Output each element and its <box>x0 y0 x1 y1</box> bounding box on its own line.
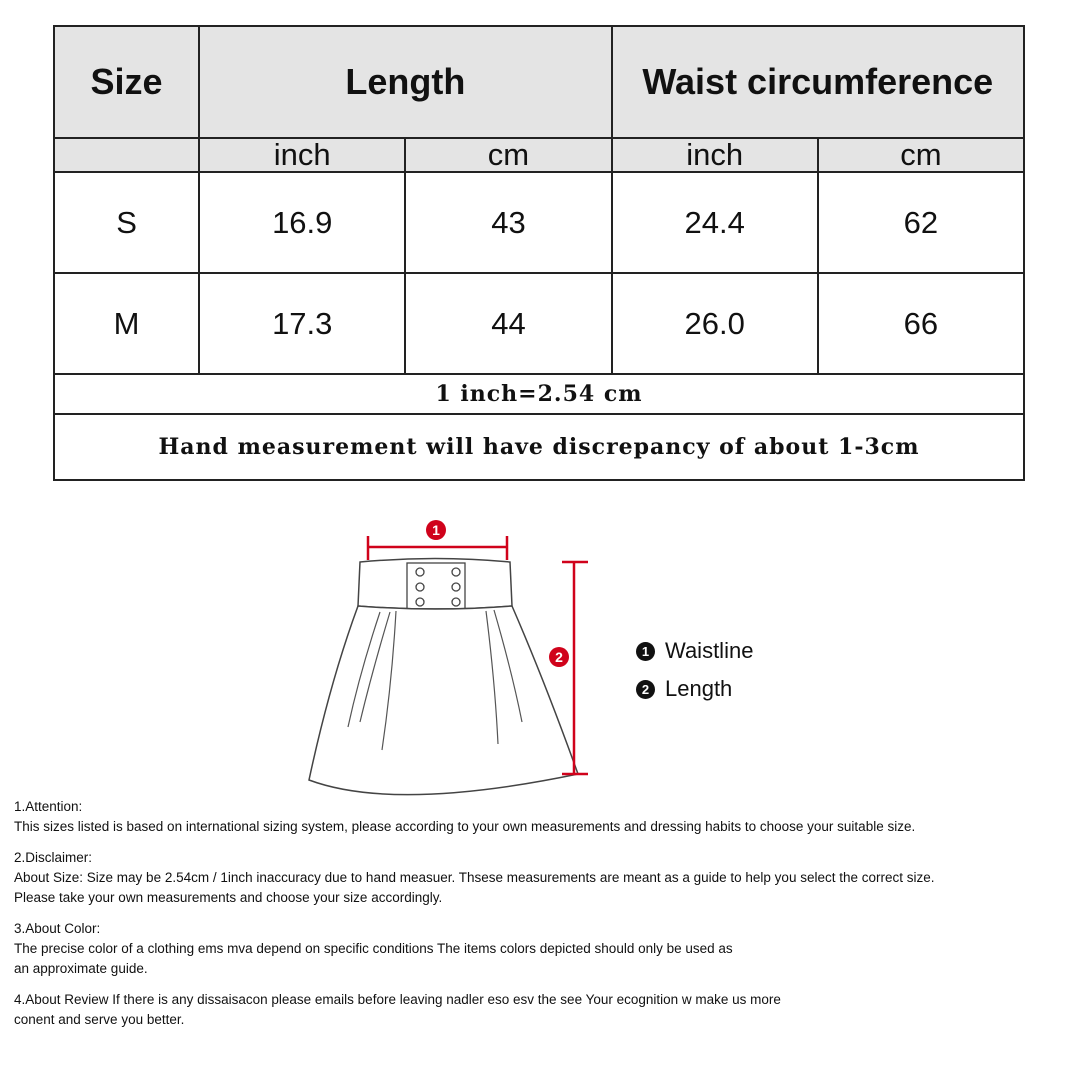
skirt-diagram <box>300 512 600 804</box>
note-line: The precise color of a clothing ems mva depend on specific conditions The items colors depicted should only be used as <box>14 941 733 956</box>
skirt-waistband <box>358 559 512 610</box>
length-cm-cell: 43 <box>405 172 611 273</box>
length-cm-cell: 44 <box>405 273 611 374</box>
header-waist: Waist circumference <box>612 26 1024 138</box>
skirt-body <box>309 606 578 795</box>
length-inch-cell: 17.3 <box>199 273 405 374</box>
size-cell: S <box>54 172 199 273</box>
note-title: 4.About Review If there is any dissaisacon please emails before leaving nadler eso esv the see Your ecognition w make us more <box>14 992 781 1007</box>
discrepancy-note: Hand measurement will have discrepancy of about 1-3cm <box>54 414 1024 480</box>
waist-cm-cell: 62 <box>818 172 1024 273</box>
note-line: conent and serve you better. <box>14 1012 185 1027</box>
waist-inch-cell: 26.0 <box>612 273 818 374</box>
note-review <box>14 990 1074 1030</box>
unit-length-cm: cm <box>405 138 611 172</box>
header-row <box>54 26 1024 138</box>
legend-label: Length <box>665 676 733 701</box>
note-color <box>14 919 1074 979</box>
waist-inch-cell: 24.4 <box>612 172 818 273</box>
header-size: Size <box>54 26 199 138</box>
note-line: an approximate guide. <box>14 961 148 976</box>
legend-number-badge: 2 <box>636 680 655 699</box>
table-row <box>54 273 1024 374</box>
note-attention <box>14 797 1074 837</box>
discrepancy-row <box>54 414 1024 480</box>
header-length: Length <box>199 26 611 138</box>
table-row <box>54 172 1024 273</box>
unit-blank <box>54 138 199 172</box>
marker-2-label: 2 <box>555 649 563 665</box>
size-chart-table <box>53 25 1025 481</box>
size-cell: M <box>54 273 199 374</box>
notes-section <box>14 797 1074 1041</box>
note-line: Please take your own measurements and choose your size accordingly. <box>14 890 443 905</box>
diagram-legend <box>636 632 753 708</box>
conversion-note: 1 inch=2.54 cm <box>54 374 1024 414</box>
legend-item-length <box>636 670 753 708</box>
unit-waist-cm: cm <box>818 138 1024 172</box>
unit-waist-inch: inch <box>612 138 818 172</box>
unit-row <box>54 138 1024 172</box>
waist-cm-cell: 66 <box>818 273 1024 374</box>
legend-item-waistline <box>636 632 753 670</box>
note-line: This sizes listed is based on international sizing system, please according to your own measurements and dressing habits to choose your suitable size. <box>14 819 916 834</box>
unit-length-inch: inch <box>199 138 405 172</box>
conversion-row <box>54 374 1024 414</box>
marker-1-label: 1 <box>432 522 440 538</box>
note-title: 3.About Color: <box>14 921 101 936</box>
note-title: 1.Attention: <box>14 799 83 814</box>
legend-number-badge: 1 <box>636 642 655 661</box>
note-disclaimer <box>14 848 1074 908</box>
note-title: 2.Disclaimer: <box>14 850 93 865</box>
legend-label: Waistline <box>665 638 754 663</box>
length-inch-cell: 16.9 <box>199 172 405 273</box>
note-line: About Size: Size may be 2.54cm / 1inch inaccuracy due to hand measuer. Thsese measurements are meant as a guide to help you select the correct size. <box>14 870 935 885</box>
